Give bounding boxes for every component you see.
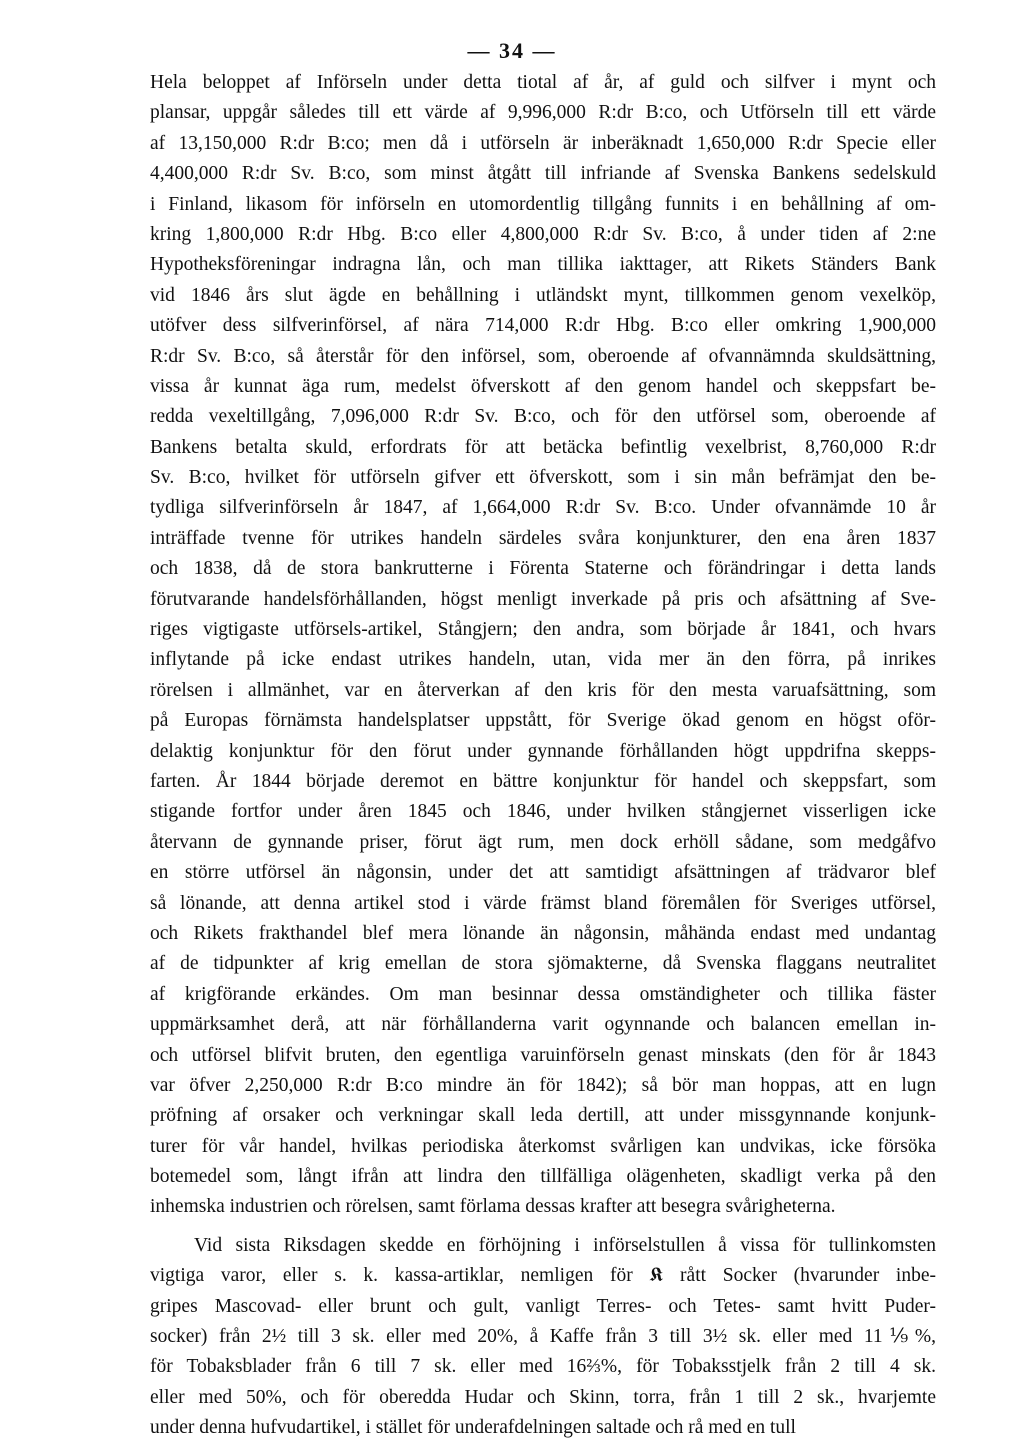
text-line: plansar, uppgår således till ett värde af 9,996,000 R:dr B:co, och Utförseln till ett värde — [150, 102, 936, 124]
text-line: af 13,150,000 R:dr B:co; men då i utförseln är inberäknadt 1,650,000 R:dr Specie eller — [150, 132, 936, 154]
text-line: farten. År 1844 började deremot en bättre konjunktur för handel och skeppsfart, som — [150, 770, 936, 792]
text-line: inträffade tvenne för utrikes handeln särdeles svåra konjunkturer, den ena åren 1837 — [150, 527, 936, 549]
text-line: förutvarande handelsförhållanden, högst menligt inverkade på pris och afsättning af Sve- — [150, 588, 936, 610]
text-line: tydliga silfverinförseln år 1847, af 1,664,000 R:dr Sv. B:co. Under ofvannämde 10 år — [150, 497, 936, 519]
text-line: inhemska industrien och rörelsen, samt förlama dessas krafter att besegra svårigheterna. — [150, 1196, 836, 1218]
text-line: återvann de gynnande priser, förut ägt rum, men dock erhöll sådane, som medgåfvo — [150, 831, 936, 853]
text-line: delaktig konjunktur för den förut under gynnande förhållanden högt uppdrifna skepps- — [150, 740, 936, 762]
text-line: under denna hufvudartikel, i stället för underafdelningen saltade och rå med en tull — [150, 1417, 796, 1439]
text-line: Hypotheksföreningar indragna lån, och man tillika iakttager, att Rikets Ständers Bank — [150, 254, 936, 276]
text-line: utöfver dess silfverinförsel, af nära 714,000 R:dr Hbg. B:co eller omkring 1,900,000 — [150, 315, 936, 337]
text-line: var öfver 2,250,000 R:dr B:co mindre än för 1842); så bör man hoppas, att en lugn — [150, 1074, 936, 1096]
text-line: botemedel som, långt ifrån att lindra den tillfälliga olägenheten, skadligt verka på den — [150, 1166, 936, 1188]
text-line: eller med 50%, och för oberedda Hudar och Skinn, torra, från 1 till 2 sk., hvarjemte — [150, 1386, 936, 1408]
text-line: pröfning af orsaker och verkningar skall leda dertill, att under missgynnande konjunk- — [150, 1105, 936, 1127]
text-line: för Tobaksblader från 6 till 7 sk. eller med 16⅔%, för Tobaksstjelk från 2 till 4 sk. — [150, 1356, 936, 1378]
paragraph-2 — [150, 1231, 936, 1444]
text-line: uppmärksamhet derå, att när förhållanderna varit ogynnande och balancen emellan in- — [150, 1014, 936, 1036]
text-line: vid 1846 års slut ägde en behållning i utländskt mynt, tillkommen genom vexelköp, — [150, 284, 936, 306]
text-line: turer för vår handel, hvilkas periodiska återkomst svårligen kan undvikas, icke försöka — [150, 1135, 936, 1157]
body-text — [150, 68, 936, 1444]
text-line: redda vexeltillgång, 7,096,000 R:dr Sv. B:co, och för den utförsel som, oberoende af — [150, 406, 936, 428]
text-line: af krigförande erkändes. Om man besinnar dessa omständigheter och tillika fäster — [150, 983, 936, 1005]
text-line: R:dr Sv. B:co, så återstår för den införsel, som, oberoende af ofvannämnda skuldsättning, — [150, 345, 936, 367]
text-line: och utförsel blifvit bruten, den egentliga varuinförseln genast minskats (den för år 1843 — [150, 1044, 936, 1066]
text-line: socker) från 2½ till 3 sk. eller med 20%, å Kaffe från 3 till 3½ sk. eller med 11⅑%, — [150, 1326, 936, 1348]
text-line: Hela beloppet af Införseln under detta tiotal af år, af guld och silfver i mynt och — [150, 72, 936, 93]
text-line: riges vigtigaste utförsels-artikel, Stångjern; den andra, som började år 1841, och hvars — [150, 619, 936, 641]
text-line: kring 1,800,000 R:dr Hbg. B:co eller 4,800,000 R:dr Sv. B:co, å under tiden af 2:ne — [150, 223, 936, 245]
text-line: af de tidpunkter af krig emellan de stora sjömakterne, då Svenska flaggans neutralitet — [150, 953, 936, 975]
page-number: — 34 — — [467, 38, 557, 63]
text-line: så lönande, att denna artikel stod i värde främst bland föremålen för Sveriges utförsel, — [150, 892, 936, 914]
text-line: på Europas förnämsta handelsplatser uppstått, för Sverige ökad genom en högst oför- — [150, 710, 936, 732]
text-line: gripes Mascovad- eller brunt och gult, vanligt Terres- och Tetes- samt hvitt Puder- — [150, 1295, 936, 1317]
text-line: i Finland, likasom för införseln en utomordentlig tillgång funnits i en behållning af om- — [150, 193, 936, 215]
text-line: rörelsen i allmänhet, var en återverkan af den kris för den mesta varuafsättning, som — [150, 679, 936, 701]
text-line: stigande fortfor under åren 1845 och 1846, under hvilken stångjernet visserligen icke — [150, 801, 936, 823]
text-line: Vid sista Riksdagen skedde en förhöjning i införselstullen å vissa för tullinkomsten — [194, 1234, 936, 1256]
text-line: 4,400,000 R:dr Sv. B:co, som minst åtgått till infriande af Svenska Bankens sedelskuld — [150, 163, 936, 185]
text-line: inflytande på icke endast utrikes handeln, utan, vida mer än den förra, på inrikes — [150, 649, 936, 671]
text-line: vigtiga varor, eller s. k. kassa-artiklar, nemligen för 𝕶 rått Socker (hvarunder inbe- — [150, 1265, 936, 1287]
text-line: vissa år kunnat äga rum, medelst öfverskott af den genom handel och skeppsfart be- — [150, 375, 936, 397]
paragraph-1 — [150, 68, 936, 1223]
text-line: och 1838, då de stora bankrutterne i Förenta Staterne och förändringar i detta lands — [150, 558, 936, 580]
text-line: och Rikets frakthandel blef mera lönande än någonsin, måhända endast med undantag — [150, 922, 936, 944]
text-line: Sv. B:co, hvilket för utförseln gifver ett öfverskott, som i sin mån befrämjat den be- — [150, 467, 936, 489]
text-line: Bankens betalta skuld, erfordrats för att betäcka befintlig vexelbrist, 8,760,000 R:dr — [150, 436, 936, 458]
text-line: en större utförsel än någonsin, under det att samtidigt afsättningen af trädvaror blef — [150, 862, 936, 884]
